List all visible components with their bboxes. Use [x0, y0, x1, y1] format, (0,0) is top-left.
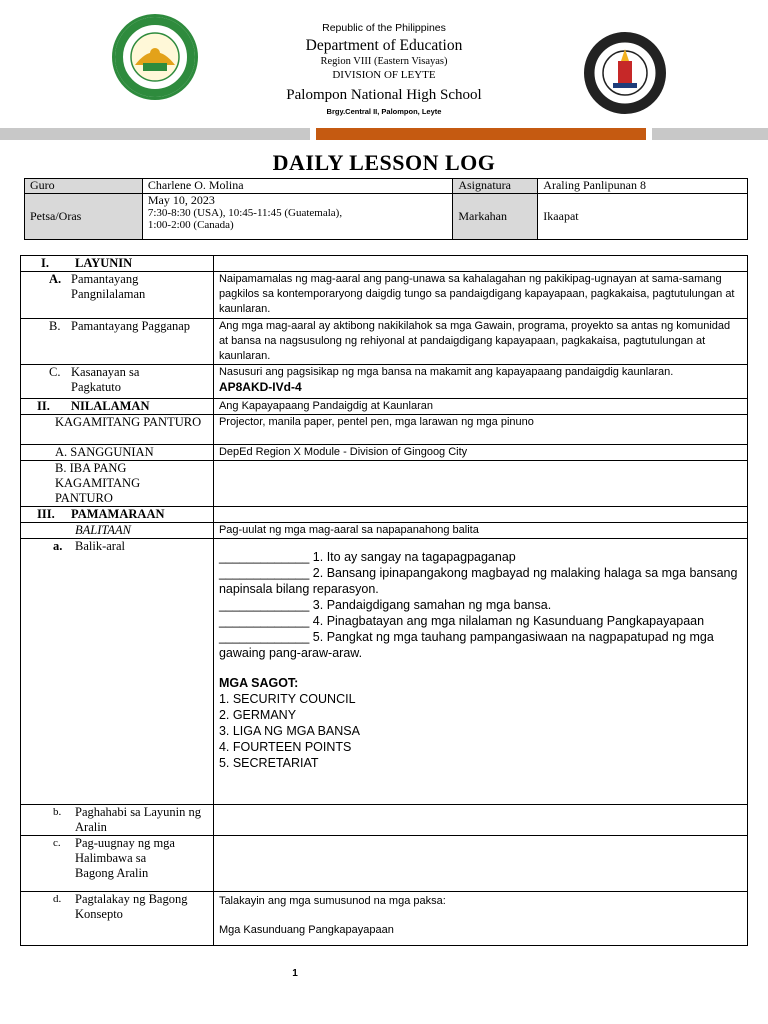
paghahabi-value	[213, 805, 747, 836]
balik-aral-item: _____________ 4. Pinagbatayan ang mga nilalaman ng Kasunduang Pangkapayapaan	[218, 614, 705, 628]
asignatura-value: Araling Panlipunan 8	[538, 179, 748, 194]
page-title: DAILY LESSON LOG	[272, 150, 496, 175]
department-text: Department of Education	[305, 37, 463, 54]
petsa-value	[142, 194, 452, 240]
info-table	[24, 178, 748, 240]
iba-pang-kagamitan-label: B. IBA PANG KAGAMITANG PANTURO	[21, 461, 214, 507]
balik-aral-item: _____________ 2. Bansang ipinapangakong magbayad ng malaking halaga sa mga bansang napinsala bilang reparasyon.	[218, 566, 738, 596]
guro-value: Charlene O. Molina	[142, 179, 452, 194]
division-text: DIVISION OF LEYTE	[332, 69, 436, 81]
pamantayang-pagganap-value: Ang mga mag-aaral ay aktibong nakikilahok sa mga Gawain, programa, proyekto sa antas ng komunidad at bansa na nagsusulong ng rehiyonal at pandaigdigang kapayapaan, pagkakaisa, pagtutulungan at kaunlaran.	[213, 319, 747, 365]
pamantayang-pangnilalaman-value: Naipamamalas ng mag-aaral ang pang-unawa sa kahalagahan ng pakikipag-ugnayan at sama-samang pagkilos sa kontemporaryong daigdig tungo sa pandaigdigang kapayapaan, pagkakaisa, pagtutulungan at kaunlaran.	[213, 272, 747, 319]
header-bar-orange	[316, 128, 646, 140]
guro-label: Guro	[25, 179, 143, 194]
pamamaraan-value	[213, 507, 747, 523]
asignatura-label: Asignatura	[453, 179, 538, 194]
school-name: Palompon National High School	[286, 87, 482, 103]
balik-aral-item: _____________ 1. Ito ay sangay na tagapagpaganap	[218, 550, 516, 564]
balik-aral-content	[213, 539, 747, 805]
nilalaman-value: Ang Kapayapaang Pandaigdig at Kaunlaran	[213, 399, 747, 415]
balitaan-label: BALITAAN	[21, 523, 214, 539]
pamantayang-pangnilalaman-label: A. Pamantayang Pangnilalaman	[21, 272, 214, 319]
petsa-label: Petsa/Oras	[25, 194, 143, 240]
markahan-label: Markahan	[453, 194, 538, 240]
lesson-table	[20, 255, 748, 946]
layunin-value	[213, 256, 747, 272]
petsa-date: May 10, 2023	[147, 193, 215, 207]
answers-title: MGA SAGOT:	[218, 676, 299, 690]
header-bar-gray-right	[652, 128, 768, 140]
kasanayan-text: Nasusuri ang pagsisikap ng mga bansa na makamit ang kapayapaang pandaigdig kaunlaran.	[218, 366, 674, 378]
nilalaman-header: II. NILALAMAN	[21, 399, 214, 415]
kasanayan-value	[213, 365, 747, 399]
balik-aral-item: _____________ 3. Pandaigdigang samahan ng mga bansa.	[218, 598, 552, 612]
republic-text: Republic of the Philippines	[322, 22, 446, 34]
balik-aral-label: a. Balik-aral	[21, 539, 214, 805]
kasanayan-label: C. Kasanayan sa Pagkatuto	[21, 365, 214, 399]
paguugnay-label: c. Pag-uugnay ng mga Halimbawa sa Bagong Aralin	[21, 836, 214, 892]
balitaan-value: Pag-uulat ng mga mag-aaral sa napapanahong balita	[213, 523, 747, 539]
sanggunian-label: A. SANGGUNIAN	[21, 445, 214, 461]
layunin-header: I. LAYUNIN	[21, 256, 214, 272]
school-address: Brgy.Central II, Palompon, Leyte	[326, 107, 442, 116]
pagtalakay-text-1: Talakayin ang mga sumusunod na mga paksa:	[218, 895, 446, 907]
kagamitang-panturo-value: Projector, manila paper, pentel pen, mga larawan ng mga pinuno	[213, 415, 747, 445]
answer-item: 5. SECRETARIAT	[218, 756, 319, 770]
answer-item: 2. GERMANY	[218, 708, 297, 722]
paguugnay-value	[213, 836, 747, 892]
pamantayang-pagganap-label: B. Pamantayang Pagganap	[21, 319, 214, 365]
page-number: 1	[292, 968, 298, 979]
petsa-time-1: 7:30-8:30 (USA), 10:45-11:45 (Guatemala),	[147, 206, 343, 219]
kagamitang-panturo-label: KAGAMITANG PANTURO	[21, 415, 214, 445]
iba-pang-kagamitan-value	[213, 461, 747, 507]
pagtalakay-text-2: Mga Kasunduang Pangkapayapaan	[218, 924, 394, 936]
answer-item: 4. FOURTEEN POINTS	[218, 740, 352, 754]
pagtalakay-label: d. Pagtalakay ng Bagong Konsepto	[21, 892, 214, 946]
competency-code: AP8AKD-IVd-4	[218, 380, 302, 394]
header-bar-gray-left	[0, 128, 310, 140]
answer-item: 3. LIGA NG MGA BANSA	[218, 724, 360, 738]
petsa-time-2: 1:00-2:00 (Canada)	[147, 219, 234, 231]
markahan-value: Ikaapat	[538, 194, 748, 240]
balik-aral-item: _____________ 5. Pangkat ng mga tauhang pampangasiwaan na nagpapatupad ng mga gawaing pang-araw-araw.	[218, 630, 714, 660]
pagtalakay-value	[213, 892, 747, 946]
sanggunian-value: DepEd Region X Module - Division of Gingoog City	[213, 445, 747, 461]
region-text: Region VIII (Eastern Visayas)	[320, 56, 448, 67]
pamamaraan-header: III. PAMAMARAAN	[21, 507, 214, 523]
answer-item: 1. SECURITY COUNCIL	[218, 692, 356, 706]
paghahabi-label: b. Paghahabi sa Layunin ng Aralin	[21, 805, 214, 836]
